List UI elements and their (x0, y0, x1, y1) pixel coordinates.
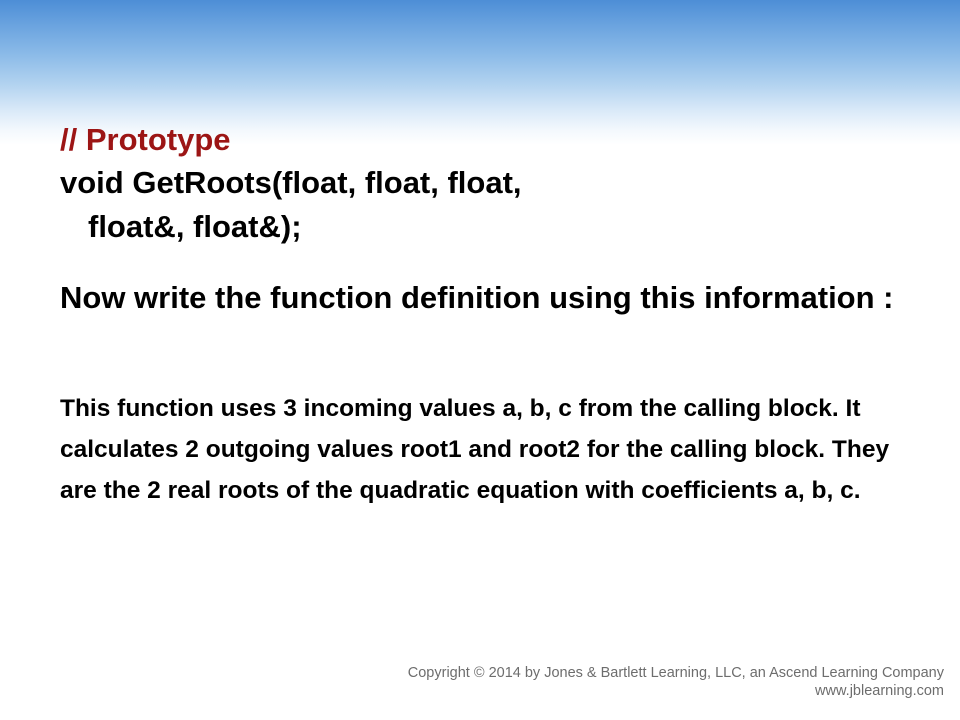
function-description: This function uses 3 incoming values a, b, c from the calling block. It calculates 2 outgoing values root1 and root2 for the calling block. They are the 2 real roots of the quadratic equation with coefficients a, b, c. (60, 395, 890, 504)
copyright-text: Copyright © 2014 by Jones & Bartlett Learning, LLC, an Ascend Learning Company (407, 665, 944, 681)
instruction-text: Now write the function definition using this information : (60, 280, 894, 315)
publisher-website: www.jblearning.com (815, 683, 944, 699)
copyright-footer (408, 664, 944, 700)
prototype-comment: // Prototype (60, 122, 231, 157)
prototype-code-line-1: void GetRoots(float, float, float, (60, 165, 522, 200)
prototype-code-line-2: float&, float&); (88, 209, 302, 244)
